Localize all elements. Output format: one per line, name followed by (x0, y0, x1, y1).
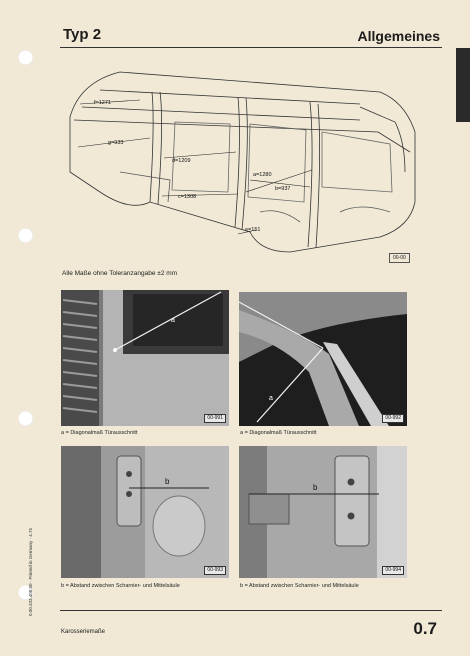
photo-door-diagonal-2 (239, 292, 407, 426)
photo3-marker: b (165, 477, 170, 486)
photo4-code: 00-994 (382, 566, 404, 575)
footer-rule (60, 610, 442, 611)
dim-label-e: e=151 (245, 227, 261, 233)
punch-hole-top (18, 50, 33, 65)
header-model: Typ 2 (63, 26, 102, 43)
photo2-caption: a = Diagonalmaß Türausschnitt (240, 430, 317, 436)
section-tab-marker (456, 48, 470, 122)
photo4-marker: b (313, 483, 318, 492)
dim-label-g: g=933 (108, 140, 124, 146)
tolerance-note: Alle Maße ohne Toleranzangabe ±2 mm (62, 270, 178, 277)
photo-hinge-distance-1 (61, 446, 229, 578)
print-side-note: 0.00.333.408.00 · Printed in Germany · 4.75 (28, 527, 33, 616)
page-number: 0.7 (413, 619, 437, 638)
photo1-marker: a (171, 317, 175, 324)
dim-label-a: a=1280 (253, 172, 272, 178)
dim-label-d: d=1209 (172, 158, 191, 164)
header-rule (60, 47, 442, 48)
diagram-figure-code: 00-00 (389, 253, 410, 263)
photo2-code: 00-992 (382, 414, 404, 423)
photo3-caption: b = Abstand zwischen Scharnier- und Mittelsäule (61, 583, 180, 589)
punch-hole-lower (18, 411, 33, 426)
photo-door-diagonal-1 (61, 290, 229, 426)
dim-label-c: c=1308 (178, 194, 197, 200)
footer-section-name: Karosseriemaße (61, 629, 106, 635)
dim-label-f: f=1271 (94, 100, 111, 106)
photo-hinge-distance-2 (239, 446, 407, 578)
body-dimension-diagram (60, 62, 420, 270)
photo1-caption: a = Diagonalmaß Türausschnitt (61, 430, 138, 436)
header-section: Allgemeines (357, 28, 440, 44)
photo2-marker: a (269, 395, 273, 402)
dim-label-b: b=937 (275, 186, 291, 192)
punch-hole-upper (18, 228, 33, 243)
photo3-code: 00-993 (204, 566, 226, 575)
photo1-code: 00-991 (204, 414, 226, 423)
photo4-caption: b = Abstand zwischen Scharnier- und Mittelsäule (240, 583, 359, 589)
